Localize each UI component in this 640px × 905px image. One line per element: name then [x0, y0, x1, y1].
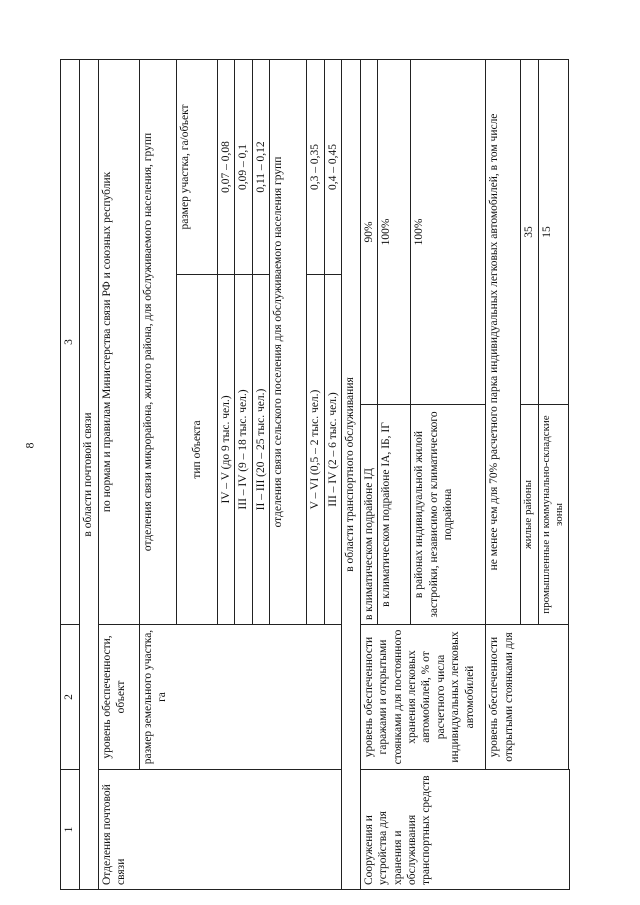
postal-provision-value: по нормам и правилам Министерства связи РФ и союзных республик — [99, 59, 140, 624]
column-number-row — [61, 59, 80, 889]
postal-urban-type: IV – V (до 9 тыс. чел.) — [218, 275, 235, 625]
transport-open-label: уровень обеспеченности открытыми стоянками для — [486, 625, 569, 770]
column-number-1: 1 — [61, 770, 80, 890]
postal-object-name: Отделения почтовой связи — [99, 770, 342, 890]
postal-urban-header: отделения связи микрорайона, жилого района, для обслуживаемого населения, групп — [140, 59, 177, 624]
postal-size-header: размер участка, га/объект — [177, 59, 218, 274]
column-number-3: 3 — [61, 59, 80, 624]
transport-garage-row — [360, 59, 377, 889]
postal-urban-type: III – IV (9 – 18 тыс. чел.) — [235, 275, 252, 625]
page-number: 8 — [22, 442, 37, 449]
postal-rural-size: 0,3 – 0,35 — [307, 59, 324, 274]
postal-rural-size: 0,4 – 0,45 — [324, 59, 341, 274]
postal-section-title: в области почтовой связи — [80, 59, 99, 889]
transport-garage-value: 90% — [360, 59, 377, 404]
column-number-2: 2 — [61, 625, 80, 770]
transport-garage-zone: в климатическом подрайоне IА, IБ, IГ — [378, 405, 411, 625]
transport-open-zone: жилые районы — [521, 405, 538, 625]
transport-garage-label: уровень обеспеченности гаражами и открытыми стоянками для постоянного хранения легковых автомобилей, % от расчетного числа индивидуальных легковых автомобилей — [360, 625, 485, 770]
postal-provision-row — [99, 59, 140, 889]
transport-garage-value: 100% — [411, 59, 486, 404]
postal-urban-size: 0,11 – 0,12 — [252, 59, 269, 274]
norms-table — [60, 59, 570, 890]
transport-section-row — [341, 59, 360, 889]
transport-garage-value: 100% — [378, 59, 411, 404]
document-sheet — [60, 60, 585, 890]
transport-open-value: 35 — [521, 59, 538, 404]
transport-open-zone: промышленные и коммунально-складские зоны — [538, 405, 569, 625]
transport-spacer-row — [569, 59, 570, 889]
postal-land-label: размер земельного участка, га — [140, 625, 342, 770]
postal-rural-header: отделения связи сельского поселения для обслуживаемого населения групп — [270, 59, 307, 624]
transport-garage-zone: в климатическом подрайоне IД — [360, 405, 377, 625]
transport-section-title: в области транспортного обслуживания — [341, 59, 360, 889]
table-spacer — [569, 275, 570, 770]
transport-garage-zone: в районах индивидуальной жилой застройки, независимо от климатического подрайона — [411, 405, 486, 625]
postal-type-header: тип объекта — [177, 275, 218, 625]
transport-open-header: не менее чем для 70% расчетного парка индивидуальных легковых автомобилей, в том числе — [486, 59, 521, 624]
postal-urban-type: II – III (20 – 25 тыс. чел.) — [252, 275, 269, 625]
postal-urban-size: 0,09 – 0,1 — [235, 59, 252, 274]
transport-open-header-row — [486, 59, 521, 889]
postal-urban-size: 0,07 – 0,08 — [218, 59, 235, 274]
postal-rural-type: V – VI (0,5 – 2 тыс. чел.) — [307, 275, 324, 625]
postal-provision-label: уровень обеспеченности, объект — [99, 625, 140, 770]
postal-section-row — [80, 59, 99, 889]
transport-open-value: 15 — [538, 59, 569, 404]
postal-urban-header-row — [140, 59, 177, 889]
postal-rural-type: III – IV (2 – 6 тыс. чел.) — [324, 275, 341, 625]
transport-object-name: Сооружения и устройства для хранения и обслуживания транспортных средств — [360, 770, 569, 890]
